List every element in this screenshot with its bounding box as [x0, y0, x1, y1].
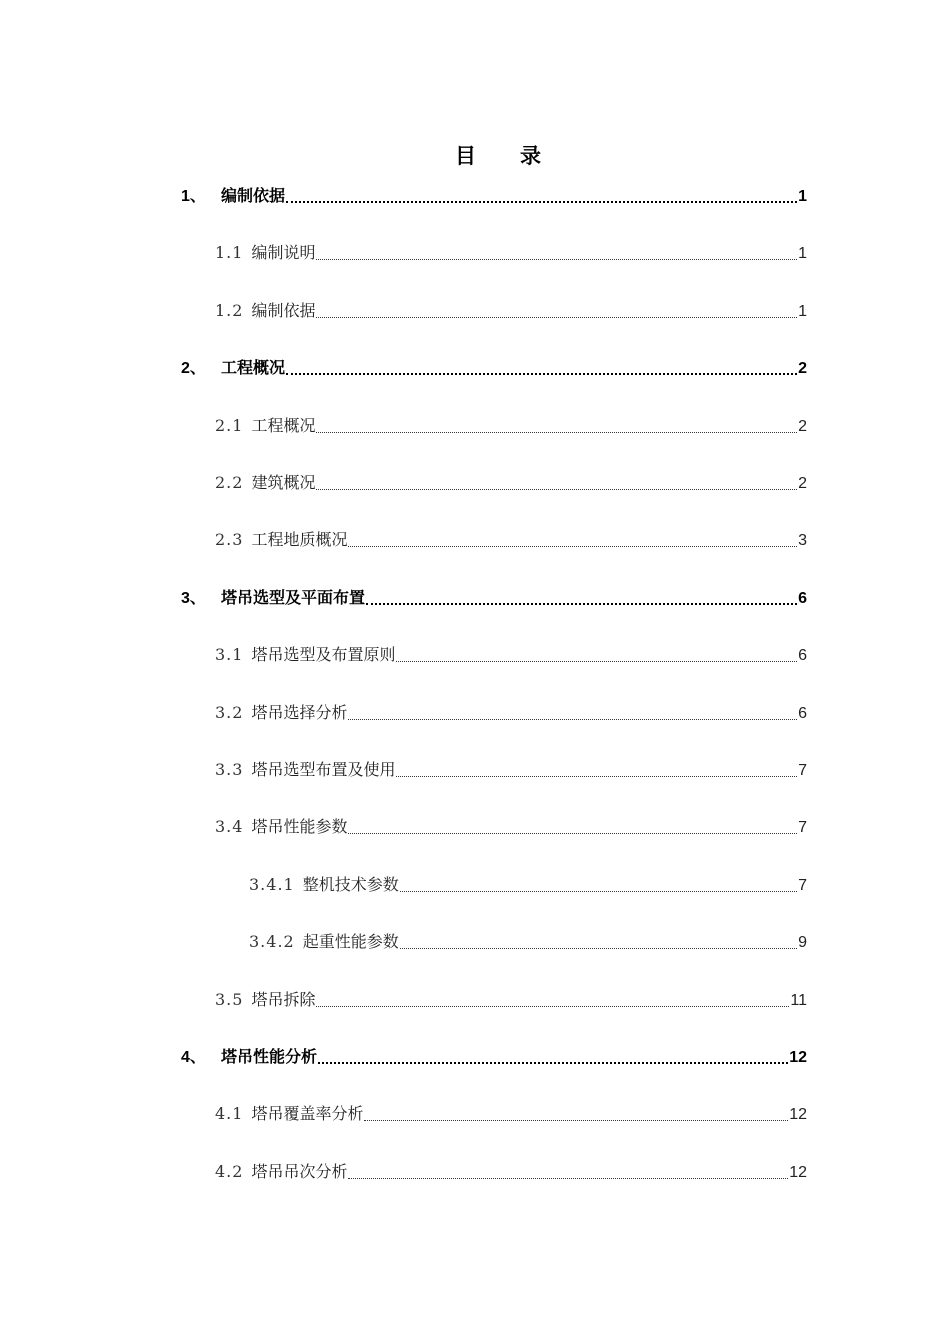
toc-entry-page-number: 12 [789, 1049, 807, 1066]
toc-entry-page-number: 1 [798, 245, 807, 262]
toc-entry[interactable] [249, 872, 807, 898]
toc-entry[interactable] [215, 814, 807, 840]
toc-dot-leader [316, 489, 797, 490]
toc-entry-page-number: 9 [798, 934, 807, 951]
toc-entry-title: 建筑概况 [251, 473, 316, 492]
toc-entry-page-number: 6 [798, 705, 807, 722]
toc-entry[interactable] [215, 240, 807, 266]
toc-dot-leader [286, 201, 797, 203]
toc-entry-number: 3、 [181, 590, 206, 607]
toc-entry-page-number: 6 [798, 590, 807, 607]
toc-entry-page-number: 12 [789, 1106, 807, 1123]
toc-entry-number: 4.2 [215, 1162, 244, 1181]
toc-entry-title: 工程概况 [221, 358, 286, 377]
toc-entry[interactable] [215, 1159, 807, 1185]
toc-dot-leader [348, 1178, 788, 1179]
toc-entry-title: 整机技术参数 [302, 875, 399, 894]
toc-entry[interactable] [181, 183, 807, 209]
toc-entry-title: 工程概况 [251, 416, 316, 435]
toc-entry-number: 3.2 [215, 703, 244, 722]
toc-entry-title: 编制依据 [251, 301, 316, 320]
toc-dot-leader [348, 719, 797, 720]
toc-entry-title: 起重性能参数 [302, 932, 399, 951]
toc-dot-leader [366, 603, 797, 605]
toc-entry-title: 塔吊覆盖率分析 [251, 1104, 364, 1123]
toc-entry-title: 塔吊选择分析 [251, 703, 348, 722]
toc-entry[interactable] [215, 470, 807, 496]
toc-entry-number: 4、 [181, 1049, 206, 1066]
toc-entry-title: 编制依据 [221, 186, 286, 205]
toc-dot-leader [364, 1120, 788, 1121]
toc-dot-leader [316, 1006, 789, 1007]
toc-entry-number: 1、 [181, 188, 206, 205]
toc-entry-number: 3.5 [215, 990, 244, 1009]
toc-entry[interactable] [215, 527, 807, 553]
toc-entry-number: 3.3 [215, 760, 244, 779]
toc-dot-leader [396, 776, 797, 777]
toc-entry[interactable] [215, 413, 807, 439]
toc-entry[interactable] [181, 355, 807, 381]
toc-dot-leader [396, 661, 797, 662]
toc-entry-page-number: 6 [798, 647, 807, 664]
toc-dot-leader [316, 432, 797, 433]
toc-entry[interactable] [215, 298, 807, 324]
toc-entry-title: 塔吊吊次分析 [251, 1162, 348, 1181]
toc-entry[interactable] [215, 757, 807, 783]
toc-entry-title: 工程地质概况 [251, 530, 348, 549]
toc-dot-leader [348, 833, 797, 834]
toc-entry-page-number: 11 [790, 992, 807, 1009]
toc-entry-page-number: 7 [798, 819, 807, 836]
toc-entry-number: 2.3 [215, 530, 244, 549]
toc-entry[interactable] [181, 1044, 807, 1070]
toc-entry-page-number: 2 [798, 475, 807, 492]
toc-entry-page-number: 1 [798, 188, 807, 205]
toc-entry-number: 2.2 [215, 473, 244, 492]
toc-entry[interactable] [215, 700, 807, 726]
toc-entry-number: 4.1 [215, 1104, 244, 1123]
toc-entry[interactable] [249, 929, 807, 955]
toc-entry-number: 2.1 [215, 416, 244, 435]
toc-entry-title: 塔吊选型布置及使用 [251, 760, 396, 779]
toc-dot-leader [400, 948, 797, 949]
page-title-char-1: 目 [455, 144, 476, 168]
toc-entry[interactable] [181, 585, 807, 611]
toc-entry-title: 塔吊性能分析 [221, 1047, 318, 1066]
toc-entry-number: 3.4.1 [249, 875, 295, 894]
toc-dot-leader [348, 546, 797, 547]
toc-entry-title: 编制说明 [251, 243, 316, 262]
toc-entry-number: 1.2 [215, 301, 244, 320]
toc-entry-page-number: 12 [789, 1164, 807, 1181]
toc-entry-title: 塔吊拆除 [251, 990, 316, 1009]
toc-entry[interactable] [215, 642, 807, 668]
toc-entry-number: 3.1 [215, 645, 244, 664]
toc-entry-number: 3.4 [215, 817, 244, 836]
toc-dot-leader [316, 259, 797, 260]
toc-entry-page-number: 2 [798, 418, 807, 435]
toc-entry-number: 3.4.2 [249, 932, 295, 951]
toc-entry-number: 1.1 [215, 243, 244, 262]
toc-dot-leader [286, 373, 797, 375]
toc-entry-number: 2、 [181, 360, 206, 377]
toc-entry-title: 塔吊性能参数 [251, 817, 348, 836]
toc-entry-page-number: 2 [798, 360, 807, 377]
toc-entry-page-number: 1 [798, 303, 807, 320]
page-title-char-2: 录 [520, 144, 541, 168]
toc-entry[interactable] [215, 1101, 807, 1127]
toc-entry-page-number: 3 [798, 532, 807, 549]
toc-entry-page-number: 7 [798, 762, 807, 779]
toc-entry-title: 塔吊选型及平面布置 [221, 588, 366, 607]
toc-entry-page-number: 7 [798, 877, 807, 894]
toc-dot-leader [400, 891, 797, 892]
toc-entry[interactable] [215, 987, 807, 1013]
toc-dot-leader [318, 1062, 788, 1064]
toc-dot-leader [316, 317, 797, 318]
toc-entry-title: 塔吊选型及布置原则 [251, 645, 396, 664]
